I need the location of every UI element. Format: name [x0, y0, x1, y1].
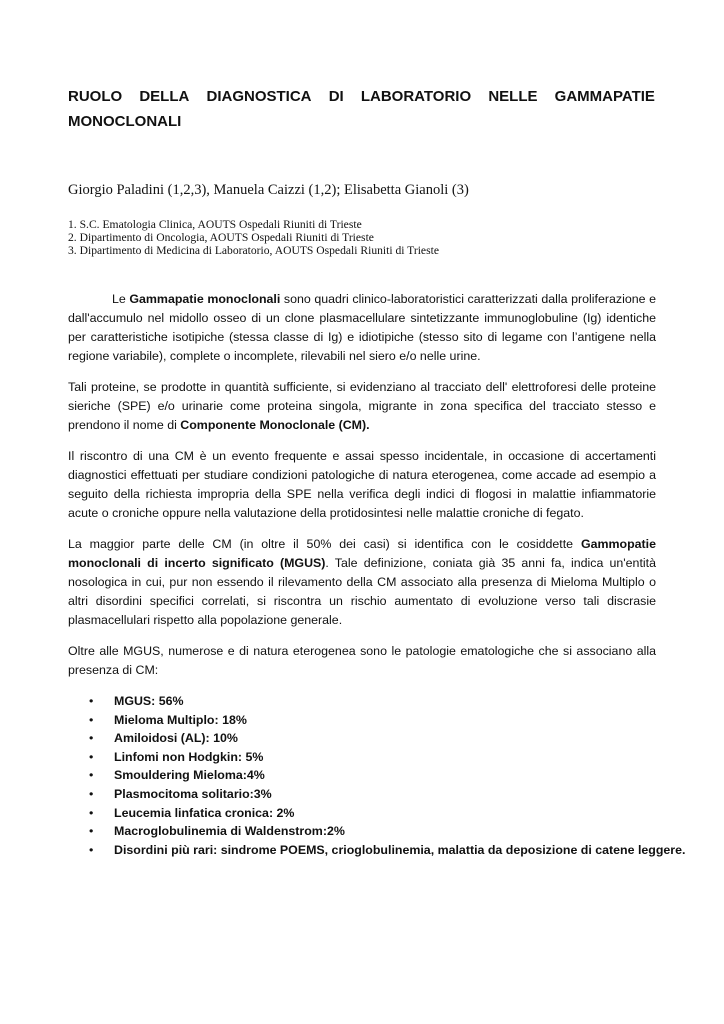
title-word: GAMMAPATIE	[554, 88, 655, 105]
conditions-list	[68, 692, 686, 859]
list-item-text: Disordini più rari: sindrome POEMS, crioglobulinemia, malattia da deposizione di catene leggere.	[114, 842, 686, 857]
bullet-icon: •	[89, 842, 94, 857]
list-item-text: Linfomi non Hodgkin: 5%	[114, 749, 264, 764]
paragraph-intro	[68, 290, 656, 366]
affiliation-item: 2. Dipartimento di Oncologia, AOUTS Ospedali Riuniti di Trieste	[68, 231, 374, 244]
list-item-text: Smouldering Mieloma:4%	[114, 768, 265, 783]
bold-term: Componente Monoclonale (CM).	[180, 418, 370, 432]
title-word: DI	[328, 88, 344, 105]
paragraph-incidental: Il riscontro di una CM è un evento frequente e assai spesso incidentale, in occasione di accertamenti diagnostici effettuati per studiare condizioni patologiche di natura eterogenea, come accade ad esempio a seguito della richiesta impropria della SPE nella verifica degli indici di flogosi in malattie infiammatorie acute o croniche oppure nella valutazione della protidosintesi nelle malattie croniche di fegato.	[68, 449, 656, 520]
bold-term: Gammopatie monoclonali di incerto significato (MGUS)	[68, 537, 656, 570]
list-item-text: Plasmocitoma solitario:3%	[114, 786, 272, 801]
title-word: DIAGNOSTICA	[206, 88, 312, 105]
list-item	[68, 804, 656, 823]
bullet-icon: •	[89, 712, 94, 727]
paragraph-spe	[68, 378, 656, 435]
list-item-text: MGUS: 56%	[114, 694, 184, 708]
list-item	[68, 822, 656, 841]
body-text	[68, 290, 686, 859]
bold-term: Gammapatie monoclonali	[129, 292, 281, 306]
text-run: sono quadri clinico-laboratoristici caratterizzati dalla proliferazione e dall'accumulo nel midollo osseo di un clone plasmacellulare sintetizzante immunoglobuline (Ig) identiche per caratteristiche isotipiche (stessa classe di Ig) e idiotipiche (stesso sito di legame con l’antigene nella regione variabile), complete o incomplete, rilevabili nel siero e/o nelle urine.	[68, 292, 656, 363]
title-word: NELLE	[488, 88, 538, 105]
author-list: Giorgio Paladini (1,2,3), Manuela Caizzi (1,2); Elisabetta Gianoli (3)	[68, 182, 469, 198]
text-run: Tali proteine, se prodotte in quantità sufficiente, si evidenziano al tracciato dell' elettroforesi delle proteine sieriche (SPE) e/o urinarie come proteina singola, migrante in zona specifica del tracciato stesso e prendono il nome di	[68, 380, 656, 432]
list-item-text: Amiloidosi (AL): 10%	[114, 731, 238, 746]
bullet-icon: •	[89, 768, 94, 783]
list-item	[68, 692, 656, 711]
list-item-text: Mieloma Multiplo: 18%	[114, 712, 247, 727]
list-item-text: Leucemia linfatica cronica: 2%	[114, 805, 295, 820]
text-run: . Tale definizione, coniata già 35 anni fa, indica un'entità nosologica in cui, pur non essendo il rilevamento della CM associato alla presenza di Mieloma Multiplo o altri disordini specifici correlati, si riscontra un rischio aumentato di evoluzione verso tali discrasie plasmacellulari rispetto alla popolazione generale.	[68, 556, 656, 627]
title-word: RUOLO	[68, 88, 123, 105]
list-item	[68, 785, 656, 804]
list-item-text: Macroglobulinemia di Waldenstrom:2%	[114, 824, 345, 839]
title-line-1	[68, 84, 655, 109]
bullet-icon: •	[89, 824, 94, 839]
paragraph-list-intro: Oltre alle MGUS, numerose e di natura eterogenea sono le patologie ematologiche che si associano alla presenza di CM:	[68, 644, 656, 677]
affiliations	[68, 218, 688, 257]
title-line-2: MONOCLONALI	[68, 113, 182, 130]
list-item	[68, 748, 656, 767]
title-word: DELLA	[139, 88, 190, 105]
list-item	[68, 729, 656, 748]
title-word: LABORATORIO	[360, 88, 472, 105]
bullet-icon: •	[89, 786, 94, 801]
bullet-icon: •	[89, 694, 94, 708]
list-item	[68, 711, 656, 730]
text-run: La maggior parte delle CM (in oltre il 50% dei casi) si identifica con le cosiddette	[68, 537, 581, 551]
bullet-icon: •	[89, 749, 94, 764]
list-item	[68, 766, 656, 785]
text-run: Le	[112, 292, 130, 306]
affiliation-item: 3. Dipartimento di Medicina di Laboratorio, AOUTS Ospedali Riuniti di Trieste	[68, 244, 439, 257]
bullet-icon: •	[89, 731, 94, 746]
affiliation-item: 1. S.C. Ematologia Clinica, AOUTS Ospedali Riuniti di Trieste	[68, 218, 362, 231]
document-title	[68, 84, 655, 134]
paragraph-mgus	[68, 535, 656, 630]
list-item	[68, 841, 686, 860]
bullet-icon: •	[89, 805, 94, 820]
